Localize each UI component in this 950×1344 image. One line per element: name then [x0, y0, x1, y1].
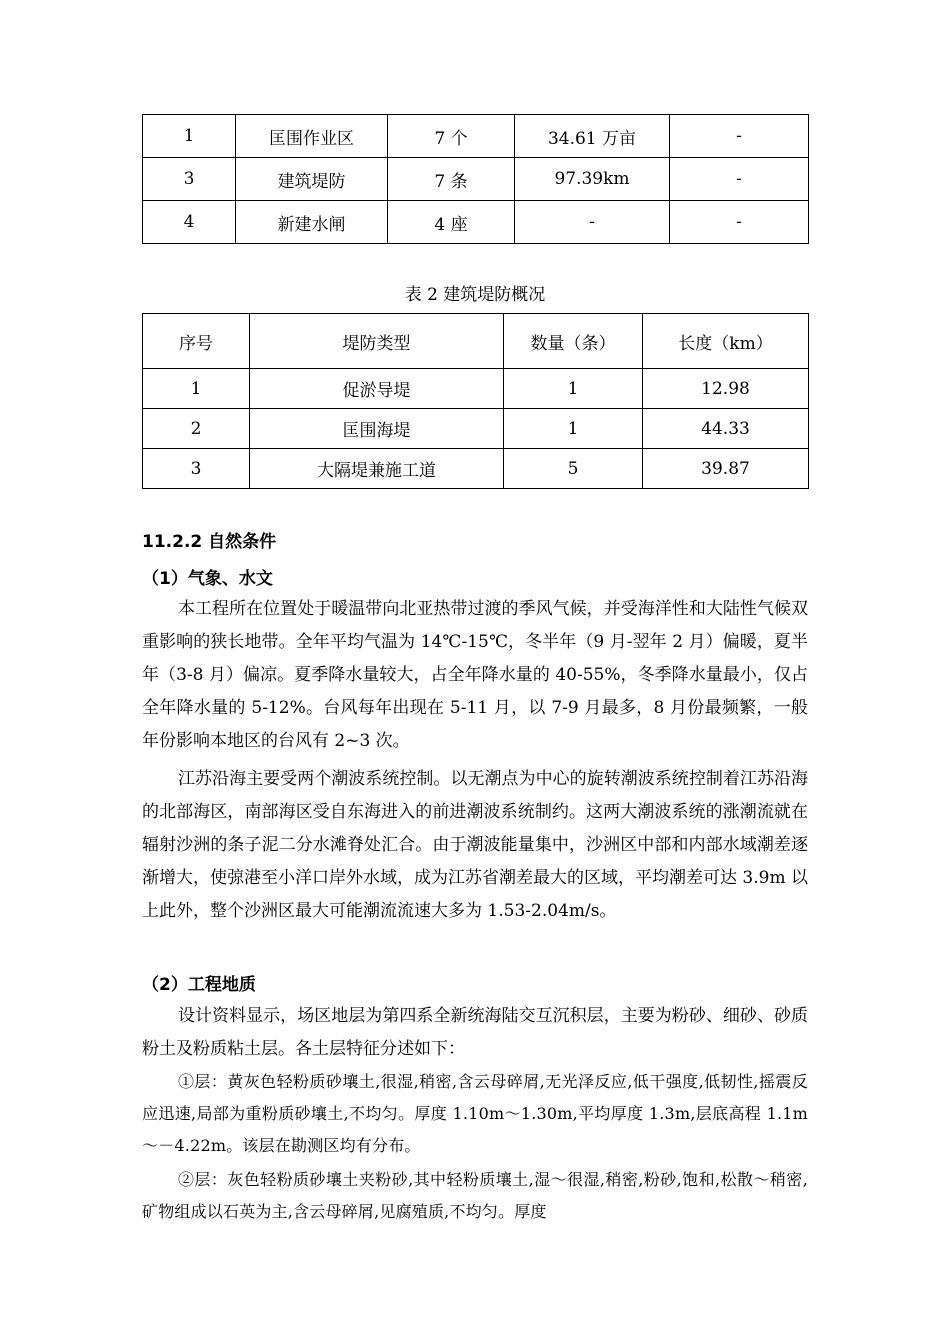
table-cell: 39.87: [643, 449, 809, 489]
table-cell: 7 条: [388, 158, 515, 201]
table-cell: 2: [143, 409, 250, 449]
column-header: 长度（km）: [643, 314, 809, 369]
table-cell: 44.33: [643, 409, 809, 449]
table-cell: 5: [504, 449, 643, 489]
table-cell: 97.39km: [515, 158, 670, 201]
column-header: 序号: [143, 314, 250, 369]
subsection-heading: （1）气象、水文: [142, 569, 273, 589]
table-row: [143, 115, 809, 158]
table-cell: 匡围作业区: [236, 115, 388, 158]
table-row: [143, 409, 809, 449]
table-cell: 4: [143, 201, 236, 244]
subsection-heading: （2）工程地质: [142, 975, 256, 995]
table-cell: 1: [504, 409, 643, 449]
table-cell: -: [670, 158, 809, 201]
table-cell: 7 个: [388, 115, 515, 158]
table-cell: -: [515, 201, 670, 244]
table-cell: 34.61 万亩: [515, 115, 670, 158]
column-header: 堤防类型: [250, 314, 504, 369]
paragraph-climate: 本工程所在位置处于暖温带向北亚热带过渡的季风气候，并受海洋性和大陆性气候双重影响的狭长地带。全年平均气温为 14℃-15℃，冬半年（9 月-翌年 2 月）偏暖，夏半年（3-8 月）偏凉。夏季降水量较大，占全年降水量的 40-55%，冬季降水量最小，仅占全年降水量的 5-12%。台风每年出现在 5-11 月，以 7-9 月最多，8 月份最频繁，一般年份影响本地区的台风有 2~3 次。: [142, 599, 808, 751]
summary-table: [142, 114, 809, 244]
table-row: [143, 201, 809, 244]
table-header-row: [143, 314, 809, 369]
embankment-table: [142, 313, 809, 489]
table-cell: -: [670, 115, 809, 158]
table-cell: 3: [143, 449, 250, 489]
table-cell: -: [670, 201, 809, 244]
table-cell: 1: [143, 115, 236, 158]
paragraph-layer-2: ②层：灰色轻粉质砂壤土夹粉砂,其中轻粉质壤土,湿～很湿,稍密,粉砂,饱和,松散～稍密,矿物组成以石英为主,含云母碎屑,见腐殖质,不均匀。厚度: [142, 1170, 808, 1221]
table-cell: 1: [143, 369, 250, 409]
table-cell: 促淤导堤: [250, 369, 504, 409]
table-cell: 12.98: [643, 369, 809, 409]
paragraph-geology: 设计资料显示，场区地层为第四系全新统海陆交互沉积层，主要为粉砂、细砂、砂质粉土及粉质粘土层。各土层特征分述如下：: [142, 1006, 808, 1059]
table-cell: 大隔堤兼施工道: [250, 449, 504, 489]
paragraph-layer-1: ①层：黄灰色轻粉质砂壤土,很湿,稍密,含云母碎屑,无光泽反应,低干强度,低韧性,摇震反应迅速,局部为重粉质砂壤土,不均匀。厚度 1.10m～1.30m,平均厚度 1.3m,层底高程 1.1m～－4.22m。该层在勘测区均有分布。: [142, 1072, 808, 1155]
table-row: [143, 449, 809, 489]
table-cell: 新建水闸: [236, 201, 388, 244]
paragraph-tide: 江苏沿海主要受两个潮波系统控制。以无潮点为中心的旋转潮波系统控制着江苏沿海的北部海区，南部海区受自东海进入的前进潮波系统制约。这两大潮波系统的涨潮流就在辐射沙洲的条子泥二分水滩脊处汇合。由于潮波能量集中，沙洲区中部和内部水域潮差逐渐增大，使弶港至小洋口岸外水域，成为江苏省潮差最大的区域，平均潮差可达 3.9m 以上此外，整个沙洲区最大可能潮流流速大多为 1.53-2.04m/s。: [142, 769, 808, 921]
table-caption: 表 2 建筑堤防概况: [404, 285, 546, 305]
table-row: [143, 369, 809, 409]
section-heading: 11.2.2 自然条件: [142, 532, 277, 552]
table-cell: 3: [143, 158, 236, 201]
table-cell: 匡围海堤: [250, 409, 504, 449]
table-cell: 建筑堤防: [236, 158, 388, 201]
table-cell: 1: [504, 369, 643, 409]
table-row: [143, 158, 809, 201]
column-header: 数量（条）: [504, 314, 643, 369]
table-cell: 4 座: [388, 201, 515, 244]
